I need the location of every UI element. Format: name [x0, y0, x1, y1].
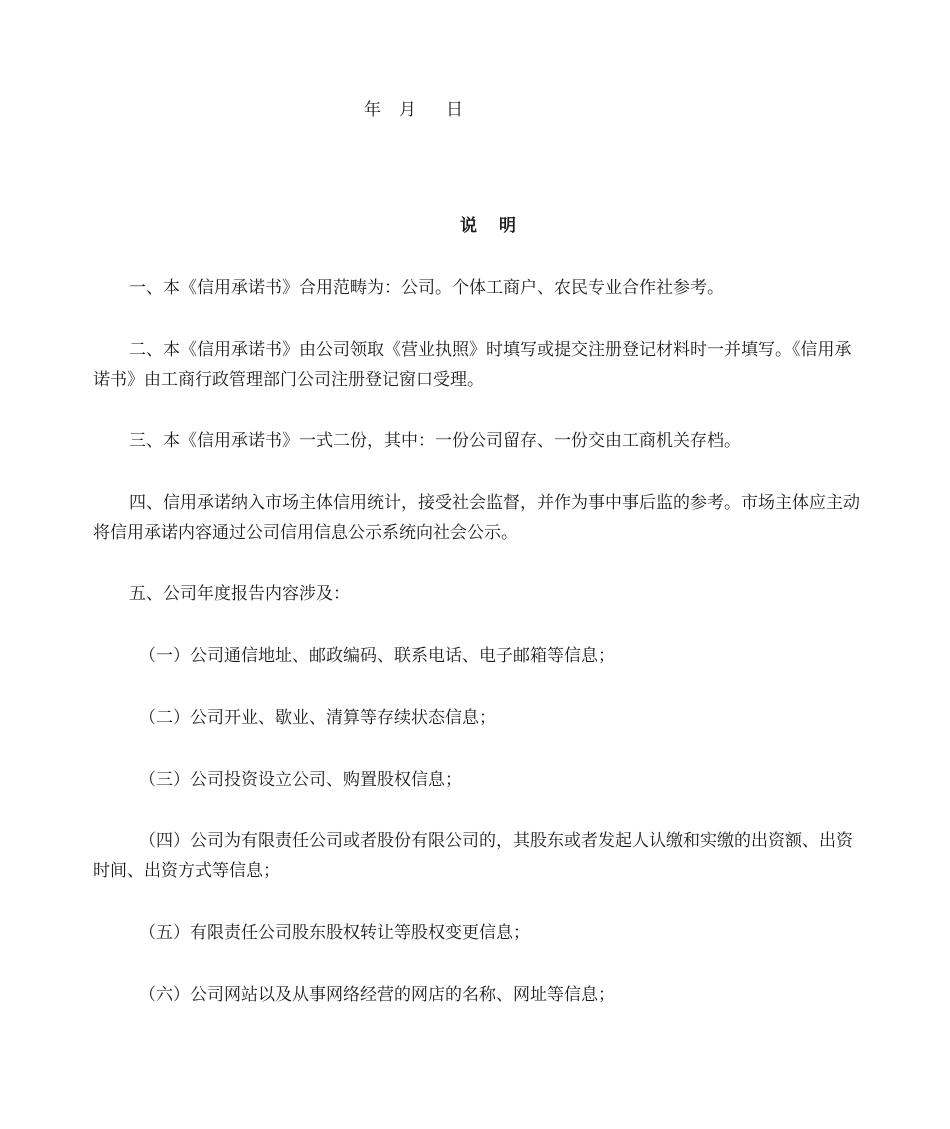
date-month: 月	[399, 100, 416, 120]
list-item-2: （二）公司开业、歇业、清算等存续状态信息；	[139, 708, 496, 728]
title-char-2: 明	[499, 216, 516, 236]
paragraph-3: 三、本《信用承诺书》一式二份，其中：一份公司留存、一份交由工商机关存档。	[129, 431, 741, 451]
list-item-6: （六）公司网站以及从事网络经营的网店的名称、网址等信息；	[139, 985, 615, 1005]
paragraph-4: 四、信用承诺纳入市场主体信用统计，接受社会监督，并作为事中事后监的参考。市场主体应主动将信用承诺内容通过公司信用信息公示系统向社会公示。	[93, 493, 860, 543]
title-char-1: 说	[460, 216, 477, 236]
date-day: 日	[446, 100, 463, 120]
date-year: 年	[364, 100, 381, 120]
list-item-1: （一）公司通信地址、邮政编码、联系电话、电子邮箱等信息；	[139, 646, 615, 666]
paragraph-1: 一、本《信用承诺书》合用范畴为：公司。个体工商户、农民专业合作社参考。	[129, 278, 724, 298]
paragraph-2: 二、本《信用承诺书》由公司领取《营业执照》时填写或提交注册登记材料时一并填写。《信用承诺书》由工商行政管理部门公司注册登记窗口受理。	[93, 340, 852, 390]
paragraph-5: 五、公司年度报告内容涉及：	[129, 584, 350, 604]
list-item-3: （三）公司投资设立公司、购置股权信息；	[139, 770, 462, 790]
page-title	[460, 211, 516, 241]
list-item-4: （四）公司为有限责任公司或者股份有限公司的，其股东或者发起人认缴和实缴的出资额、出资时间、出资方式等信息；	[93, 831, 853, 881]
list-item-5: （五）有限责任公司股东股权转让等股权变更信息；	[139, 923, 530, 943]
date-line	[364, 95, 463, 125]
